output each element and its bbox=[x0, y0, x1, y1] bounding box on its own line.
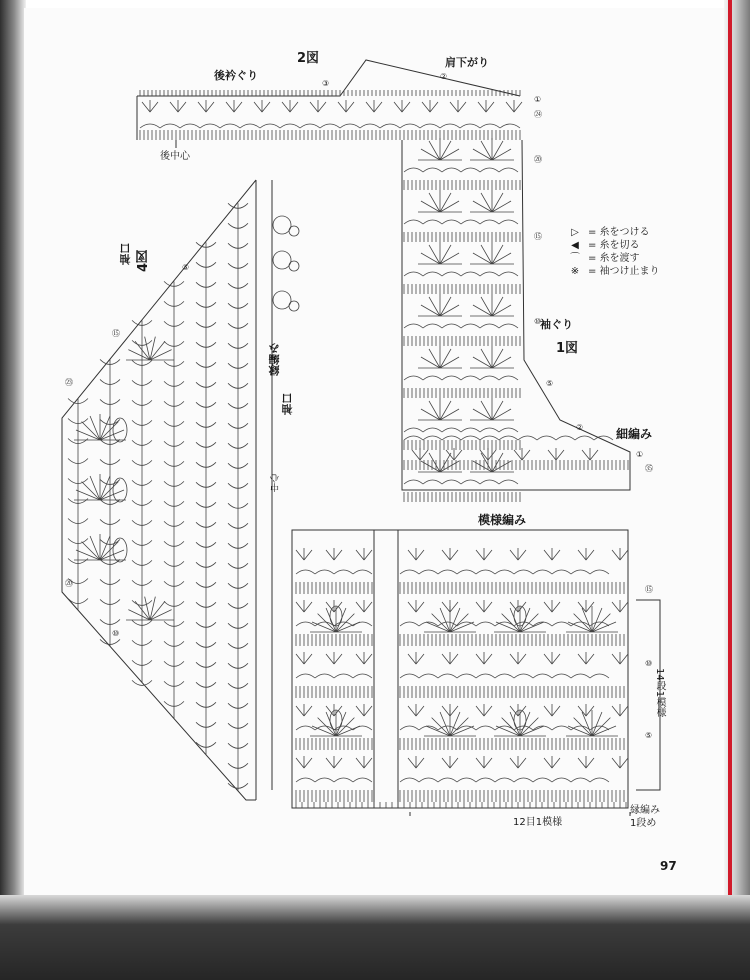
scallop-row bbox=[404, 168, 518, 172]
figure-2-title: 2図 bbox=[297, 51, 320, 66]
fig2-row-marker: ① bbox=[534, 95, 542, 104]
fig4-row-marker: ㉓ bbox=[65, 378, 73, 387]
stitch-row bbox=[400, 634, 624, 646]
legend-symbol: ⌒ bbox=[570, 253, 580, 264]
stitch-row bbox=[404, 336, 520, 346]
fan-motif bbox=[74, 414, 126, 440]
scallop-row bbox=[400, 570, 609, 574]
scallop-row bbox=[404, 220, 518, 224]
fig4-row-marker: ⑩ bbox=[112, 629, 120, 638]
stitch-row bbox=[400, 686, 624, 698]
fig2-row-marker: ⑤ bbox=[546, 379, 554, 388]
fan-motif bbox=[126, 337, 174, 360]
fan-motif bbox=[470, 242, 514, 264]
fan-motif bbox=[470, 398, 514, 420]
scallop-row bbox=[404, 436, 613, 440]
stitch-row bbox=[296, 802, 626, 808]
legend-text: = 糸を切る bbox=[588, 240, 640, 251]
stitch-row bbox=[404, 492, 520, 502]
legend-text: = 袖つけ止まり bbox=[588, 266, 660, 277]
scallop-row bbox=[140, 124, 520, 128]
leaf-row bbox=[296, 600, 372, 612]
scallop-row bbox=[296, 674, 372, 678]
legend-row bbox=[566, 226, 660, 239]
fan-motif bbox=[310, 606, 362, 632]
fan-motif bbox=[566, 710, 618, 736]
scallop-row bbox=[404, 272, 518, 276]
leaf-row bbox=[142, 100, 522, 112]
legend-text: = 糸を渡す bbox=[588, 253, 640, 264]
fan-motif bbox=[494, 710, 546, 736]
stitch-row bbox=[404, 284, 520, 294]
fan-motif bbox=[418, 190, 462, 212]
figure-4-title: 4図 bbox=[136, 249, 151, 272]
scallop-row bbox=[296, 778, 372, 782]
stitch-row bbox=[296, 582, 372, 594]
cuff-picot-small bbox=[289, 301, 299, 311]
scallop-row bbox=[404, 376, 518, 380]
fan-motif bbox=[126, 597, 174, 620]
stitch-row bbox=[400, 582, 624, 594]
fig1-top-marker: ① bbox=[636, 450, 644, 459]
fan-motif bbox=[470, 294, 514, 316]
leaf-row bbox=[296, 704, 372, 716]
pineapple-motif bbox=[113, 418, 127, 442]
stitch-row bbox=[404, 440, 520, 450]
fan-motif bbox=[418, 294, 462, 316]
back-neckline-label: 後衿ぐり bbox=[214, 69, 258, 82]
stitch-row bbox=[140, 130, 520, 140]
legend-symbol: ▷ bbox=[571, 227, 579, 238]
fan-motif bbox=[418, 138, 462, 160]
leaf-row bbox=[296, 548, 372, 560]
edge-stitch-label: 縁編み bbox=[630, 805, 660, 816]
pattern-stitch-label: 模様編み bbox=[478, 513, 527, 527]
fig1-top-marker: ② bbox=[576, 423, 584, 432]
fig4-outline bbox=[62, 180, 256, 800]
fan-motif bbox=[470, 190, 514, 212]
fan-motif bbox=[470, 138, 514, 160]
cuff-picot bbox=[273, 291, 291, 309]
legend-row bbox=[566, 265, 660, 278]
stitch-row bbox=[400, 738, 624, 750]
back-center-label: 後中心 bbox=[160, 151, 190, 162]
pineapple-motif bbox=[113, 538, 127, 562]
page-number: 97 bbox=[660, 859, 677, 873]
fan-motif bbox=[310, 710, 362, 736]
fan-motif bbox=[418, 346, 462, 368]
stitch-repeat-bracket bbox=[410, 812, 630, 816]
stitch-row bbox=[296, 634, 372, 646]
legend-symbol: ◀ bbox=[571, 240, 579, 251]
stitch-row bbox=[404, 388, 520, 398]
stitch-repeat-label: 12目1模様 bbox=[513, 817, 563, 828]
cuff-picot bbox=[273, 216, 291, 234]
cuff-edge-label: 縁編み bbox=[268, 343, 281, 376]
fig2-row-marker: ㉔ bbox=[534, 110, 542, 119]
figure-1-title: 1図 bbox=[556, 341, 579, 356]
legend-row bbox=[566, 252, 660, 265]
cuff-picot bbox=[273, 251, 291, 269]
stitch-row bbox=[404, 232, 520, 242]
fig1-upper-outline bbox=[402, 140, 630, 490]
fig4-row-marker: ⑤ bbox=[182, 263, 190, 272]
stitch-row bbox=[140, 90, 520, 96]
scallop-row bbox=[404, 428, 518, 432]
leaf-row bbox=[408, 548, 628, 560]
cuff-center-label: 中心 bbox=[271, 474, 281, 492]
stitch-row bbox=[296, 790, 372, 802]
fan-motif bbox=[566, 606, 618, 632]
fig4-row-marker: ⑮ bbox=[112, 329, 120, 338]
stitch-row bbox=[296, 738, 372, 750]
legend-row bbox=[566, 239, 660, 252]
fig2-row-marker: ⑮ bbox=[534, 232, 542, 241]
fan-motif bbox=[424, 606, 476, 632]
cuff-side-label: 袖口 bbox=[281, 393, 294, 415]
scallop-row bbox=[400, 674, 609, 678]
scallop-row bbox=[404, 324, 518, 328]
leaf-row bbox=[408, 652, 628, 664]
fig1-top-marker: ㉟ bbox=[645, 464, 653, 473]
fig2-row-marker: ⑳ bbox=[534, 155, 542, 164]
fan-motif bbox=[74, 474, 126, 500]
stitch-row bbox=[296, 686, 372, 698]
figure-4-subtitle: 袖口 bbox=[119, 243, 132, 265]
fig1-row-marker: ⑩ bbox=[645, 659, 653, 668]
fig2-row-marker: ② bbox=[440, 72, 448, 81]
shoulder-slope-label: 肩下がり bbox=[445, 56, 489, 69]
fig1-row-marker: ⑮ bbox=[645, 585, 653, 594]
legend-text: = 糸をつける bbox=[588, 227, 650, 238]
legend-symbol: ※ bbox=[570, 266, 580, 277]
pineapple-motif bbox=[113, 478, 127, 502]
leaf-row bbox=[296, 756, 372, 768]
stitch-row bbox=[400, 790, 624, 802]
row-repeat-label: 14段1模様 bbox=[654, 668, 665, 718]
fan-motif bbox=[418, 398, 462, 420]
scallop-row bbox=[296, 570, 372, 574]
fine-stitch-label: 細編み bbox=[616, 427, 653, 441]
fig2-row-marker: ⑩ bbox=[534, 317, 542, 326]
leaf-row bbox=[296, 652, 372, 664]
fig4-row-marker: ⑳ bbox=[65, 579, 73, 588]
cuff-picot-small bbox=[289, 226, 299, 236]
stitch-row bbox=[404, 180, 520, 190]
fan-motif bbox=[74, 534, 126, 560]
first-row-label: 1段め bbox=[630, 818, 657, 829]
fig2-row-marker: ③ bbox=[322, 79, 330, 88]
fan-motif bbox=[470, 346, 514, 368]
fan-motif bbox=[424, 710, 476, 736]
fan-motif bbox=[494, 606, 546, 632]
fan-motif bbox=[418, 242, 462, 264]
leaf-row bbox=[408, 756, 628, 768]
scallop-row bbox=[400, 778, 609, 782]
scallop-row bbox=[404, 480, 518, 484]
fig1-row-marker: ⑤ bbox=[645, 731, 653, 740]
symbol-legend bbox=[566, 226, 660, 278]
armhole-label: 袖ぐり bbox=[540, 318, 573, 331]
cuff-picot-small bbox=[289, 261, 299, 271]
